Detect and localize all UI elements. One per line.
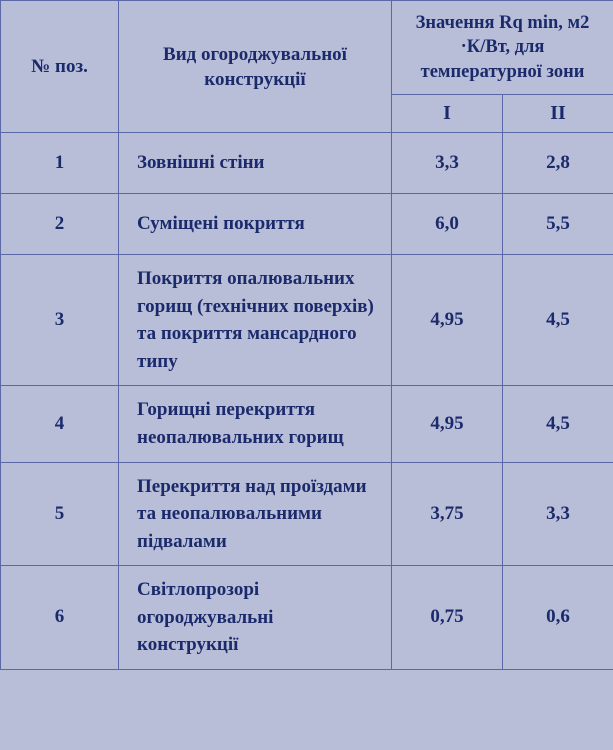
table-row [1,386,613,462]
header-position-number: № поз. [1,1,119,133]
table-header [1,1,613,133]
row-construction-type: Перекриття над проїздами та неопалювальними підвалами [119,462,392,566]
table-row [1,566,613,670]
table-row [1,133,613,194]
row-number: 2 [1,194,119,255]
table-row [1,255,613,386]
row-zone2-value: 4,5 [503,386,613,462]
row-zone1-value: 4,95 [392,255,503,386]
table-row [1,194,613,255]
row-number: 5 [1,462,119,566]
header-zone-1: I [392,95,503,133]
row-zone2-value: 4,5 [503,255,613,386]
row-zone2-value: 5,5 [503,194,613,255]
row-number: 4 [1,386,119,462]
row-number: 6 [1,566,119,670]
row-construction-type: Горищні перекриття неопалювальних горищ [119,386,392,462]
row-number: 3 [1,255,119,386]
row-zone1-value: 0,75 [392,566,503,670]
row-zone2-value: 0,6 [503,566,613,670]
row-zone2-value: 2,8 [503,133,613,194]
header-row-main [1,1,613,95]
row-zone2-value: 3,3 [503,462,613,566]
row-construction-type: Покриття опалювальних горищ (технічних поверхів) та покриття мансардного типу [119,255,392,386]
table-body [1,133,613,670]
bottom-crop-strip [0,736,613,750]
row-zone1-value: 3,75 [392,462,503,566]
header-zone-2: II [503,95,613,133]
row-number: 1 [1,133,119,194]
row-construction-type: Зовнішні стіни [119,133,392,194]
row-zone1-value: 6,0 [392,194,503,255]
row-construction-type: Суміщені покриття [119,194,392,255]
row-construction-type: Світлопрозорі огороджувальні конструкції [119,566,392,670]
row-zone1-value: 4,95 [392,386,503,462]
row-zone1-value: 3,3 [392,133,503,194]
table-row [1,462,613,566]
header-construction-type: Вид огороджувальної конструкції [119,1,392,133]
header-rq-min-group: Значення Rq min, м2 ·К/Вт, для температурної зони [392,1,613,95]
